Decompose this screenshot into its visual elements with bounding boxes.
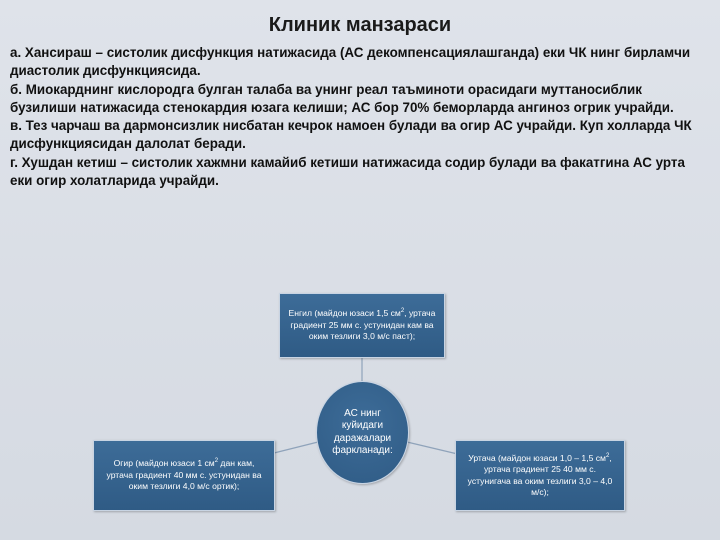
slide-title: Клиник манзараси bbox=[268, 14, 452, 36]
paragraph-c: в. Тез чарчаш ва дармонсизлик нисбатан кечрок намоен булади ва огир АС учрайди. Куп холларда ЧК дисфункциясидан далолат беради. bbox=[10, 118, 692, 152]
paragraph-a: а. Хансираш – систолик дисфункция натижасида (АС декомпенсациялашганда) еки ЧК нинг бирламчи диастолик дисфункциясида. bbox=[10, 45, 691, 79]
severe-grade-text: Огир (майдон юзаси 1 $см^2$ дан кам, уртача градиент 40 мм с. устунидан ва оким тезлиги 4,0 м/с ортик); bbox=[106, 458, 262, 492]
mild-grade-text: Енгил (майдон юзаси 1,5 $см^2$, уртача градиент 25 мм с. устунидан кам ва оким тезлиги 3,0 м/с паст); bbox=[288, 308, 436, 342]
paragraph-d: г. Хушдан кетиш – систолик хажмни камайиб кетиши натижасида содир булади ва факатгина АС урта еки огир холатларида учрайди. bbox=[10, 154, 685, 189]
paragraph-b: б. Миокарднинг кислородга булган талаба ва унинг реал таъминоти орасидаги муттаносиблик бузилиши натижасида стенокардия юзага келиши; АС бор 70% беморларда ангиноз огрик учрайди. bbox=[10, 81, 674, 115]
moderate-grade-box bbox=[455, 440, 625, 511]
moderate-grade-text: Уртача (майдон юзаси 1,0 – 1,5 $см^2$, уртача градиент 25 40 мм с. устунигача ва оким тезлиги 3,0 – 4,0 м/с); bbox=[467, 452, 613, 497]
stenosis-grades-circle bbox=[316, 381, 409, 484]
center-label: АС нинг куйидаги даражалари фаркланади: bbox=[332, 407, 393, 456]
severe-grade-box bbox=[93, 440, 275, 511]
mild-grade-box bbox=[279, 293, 445, 358]
